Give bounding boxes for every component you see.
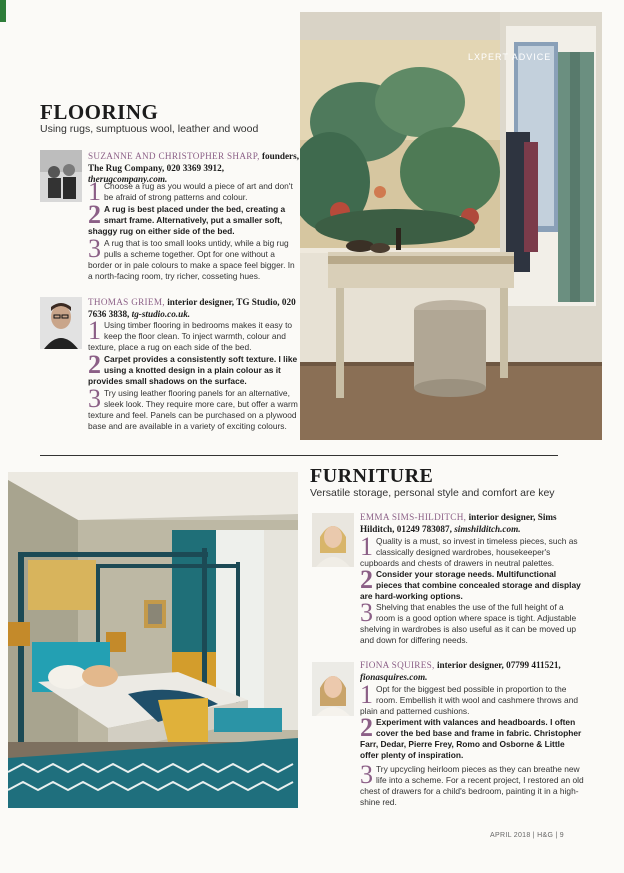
numeral-1: 1 bbox=[360, 532, 373, 561]
numeral-3: 3 bbox=[88, 234, 101, 263]
numeral-2: 2 bbox=[88, 350, 101, 379]
sims-hilditch-heading bbox=[360, 512, 585, 535]
console-room-photo bbox=[300, 12, 602, 440]
sharp-tip-1: 1 Choose a rug as you would a piece of art and don't be afraid of strong patterns and colour. bbox=[88, 177, 293, 206]
numeral-3: 3 bbox=[360, 598, 373, 627]
griem-tip-1: 1 Using timber flooring in bedrooms makes it easy to keep the floor clean. To inject warmth, colour and texture, place a rug on each side of the bed. bbox=[88, 316, 293, 353]
page-footer: APRIL 2018 | H&G | 9 bbox=[490, 832, 564, 839]
squires-portrait bbox=[312, 662, 354, 716]
numeral-2: 2 bbox=[360, 565, 373, 594]
sharp-tip-3: 3 A rug that is too small looks untidy, while a big rug pulls a scheme together. Opt for one without a border or in pale colours to make a space feel bigger. In a north-facing room, try richer, cosseting hues. bbox=[88, 234, 295, 282]
numeral-2: 2 bbox=[360, 713, 373, 742]
flooring-subtitle: Using rugs, sumptuous wool, leather and wood bbox=[40, 123, 259, 135]
sims-hilditch-tip-1: 1 Quality is a must, so invest in timeless pieces, such as classically designed wardrobes, housekeeper's cupboards and chests of drawers in neutral palettes. bbox=[360, 532, 578, 569]
sims-hilditch-role: interior designer, Sims Hilditch, 01249 783087, bbox=[360, 512, 557, 534]
sims-hilditch-tip-2: 2 Consider your storage needs. Multifunctional pieces that combine concealed storage and display are hard-working options. bbox=[360, 565, 581, 602]
sims-hilditch-tip-3: 3 Shelving that enables the use of the full height of a room is a good option where space is tight. Adjustable shelving in wardrobes is also useful as it can be moved up and down for differing needs. bbox=[360, 598, 577, 646]
sharp-tip-2: 2 A rug is best placed under the bed, creating a smart frame. Alternatively, put a smaller soft, shaggy rug on either side of the bed. bbox=[88, 200, 286, 237]
squires-heading bbox=[360, 660, 585, 683]
section-label: LXPERT ADVICE bbox=[468, 52, 552, 62]
griem-role: interior designer, TG Studio, 020 7636 3838, bbox=[88, 297, 296, 319]
sims-hilditch-web[interactable]: simshilditch.com. bbox=[454, 523, 521, 534]
flooring-title: FLOORING bbox=[40, 100, 159, 124]
numeral-1: 1 bbox=[88, 316, 101, 345]
numeral-3: 3 bbox=[360, 760, 373, 789]
sharp-role: founders, The Rug Company, 020 3369 3912, bbox=[88, 151, 299, 173]
sharp-web[interactable]: therugcompany.com. bbox=[88, 174, 168, 184]
squires-role: interior designer, 07799 411521, bbox=[436, 660, 561, 670]
squires-web[interactable]: fionasquires.com. bbox=[360, 671, 428, 682]
griem-tip-2: 2 Carpet provides a consistently soft texture. I like using a knotted design in a plain colour as it provides small shadows on the surface. bbox=[88, 350, 298, 387]
section-divider bbox=[40, 455, 558, 456]
numeral-1: 1 bbox=[88, 177, 101, 206]
furniture-title: FURNITURE bbox=[310, 465, 434, 487]
squires-tip-2: 2 Experiment with valances and headboards. I often cover the bed base and frame in fabric. Christopher Farr, Dedar, Pierre Frey, Romo and Osborne & Little offer plenty of inspiration. bbox=[360, 713, 582, 761]
page-edge-mark bbox=[0, 0, 6, 22]
sims-hilditch-portrait bbox=[312, 513, 354, 567]
griem-web[interactable]: tg-studio.co.uk. bbox=[131, 308, 191, 319]
griem-tip-3: 3 Try using leather flooring panels for an alternative, sleek look. They require more care, but offer a warm texture and feel. Panels can be purchased on a plywood base and are available in a variety of exciting colours. bbox=[88, 384, 298, 432]
squires-name: FIONA SQUIRES, bbox=[360, 660, 435, 670]
squires-tip-3: 3 Try upcycling heirloom pieces as they can breathe new life into a scheme. For a recent project, I restored an old chest of drawers for a child's bedroom, painting it in a high-shine red. bbox=[360, 760, 584, 808]
numeral-1: 1 bbox=[360, 680, 373, 709]
numeral-3: 3 bbox=[88, 384, 101, 413]
sharp-name: SUZANNE AND CHRISTOPHER SHARP, bbox=[88, 151, 260, 161]
bedroom-photo bbox=[8, 472, 298, 808]
furniture-subtitle: Versatile storage, personal style and comfort are key bbox=[310, 487, 555, 499]
griem-portrait bbox=[40, 297, 82, 349]
griem-heading bbox=[88, 297, 303, 320]
griem-name: THOMAS GRIEM, bbox=[88, 297, 165, 307]
squires-tip-1: 1 Opt for the biggest bed possible in proportion to the room. Embellish it with wool and cashmere throws and plain and patterned cushions. bbox=[360, 680, 579, 717]
sims-hilditch-name: EMMA SIMS-HILDITCH, bbox=[360, 512, 467, 522]
numeral-2: 2 bbox=[88, 200, 101, 229]
sharp-portrait bbox=[40, 150, 82, 202]
